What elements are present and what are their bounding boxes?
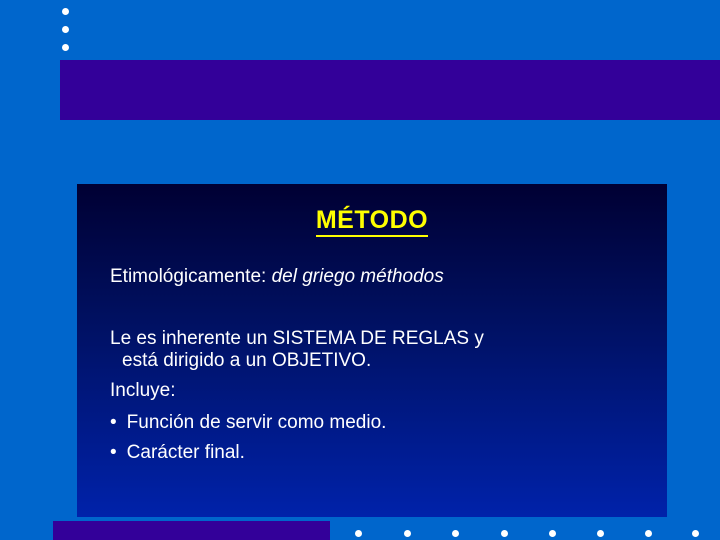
decor-dot bbox=[404, 530, 411, 537]
slide-title: MÉTODO bbox=[77, 206, 667, 235]
bullet-icon: • bbox=[110, 412, 117, 433]
bottom-band bbox=[53, 521, 330, 540]
content-panel bbox=[77, 184, 667, 517]
bullet-item: • Función de servir como medio. bbox=[110, 412, 387, 433]
decor-dot bbox=[597, 530, 604, 537]
decor-dot bbox=[62, 44, 69, 51]
decor-dot bbox=[549, 530, 556, 537]
bullet-icon: • bbox=[110, 442, 117, 463]
includes-label: Incluye: bbox=[110, 380, 176, 401]
decor-dot bbox=[645, 530, 652, 537]
top-band bbox=[60, 60, 720, 120]
inherent-line-2: está dirigido a un OBJETIVO. bbox=[122, 350, 372, 371]
decor-dot bbox=[452, 530, 459, 537]
etymology-line bbox=[110, 266, 444, 288]
inherent-line-1: Le es inherente un SISTEMA DE REGLAS y bbox=[110, 328, 484, 349]
decor-dot bbox=[692, 530, 699, 537]
decor-dot bbox=[355, 530, 362, 537]
decor-dot bbox=[62, 8, 69, 15]
decor-dot bbox=[62, 26, 69, 33]
etymology-value: del griego méthodos bbox=[271, 266, 444, 287]
bullet-item: • Carácter final. bbox=[110, 442, 245, 463]
decor-dot bbox=[501, 530, 508, 537]
etymology-label: Etimológicamente: bbox=[110, 266, 267, 287]
